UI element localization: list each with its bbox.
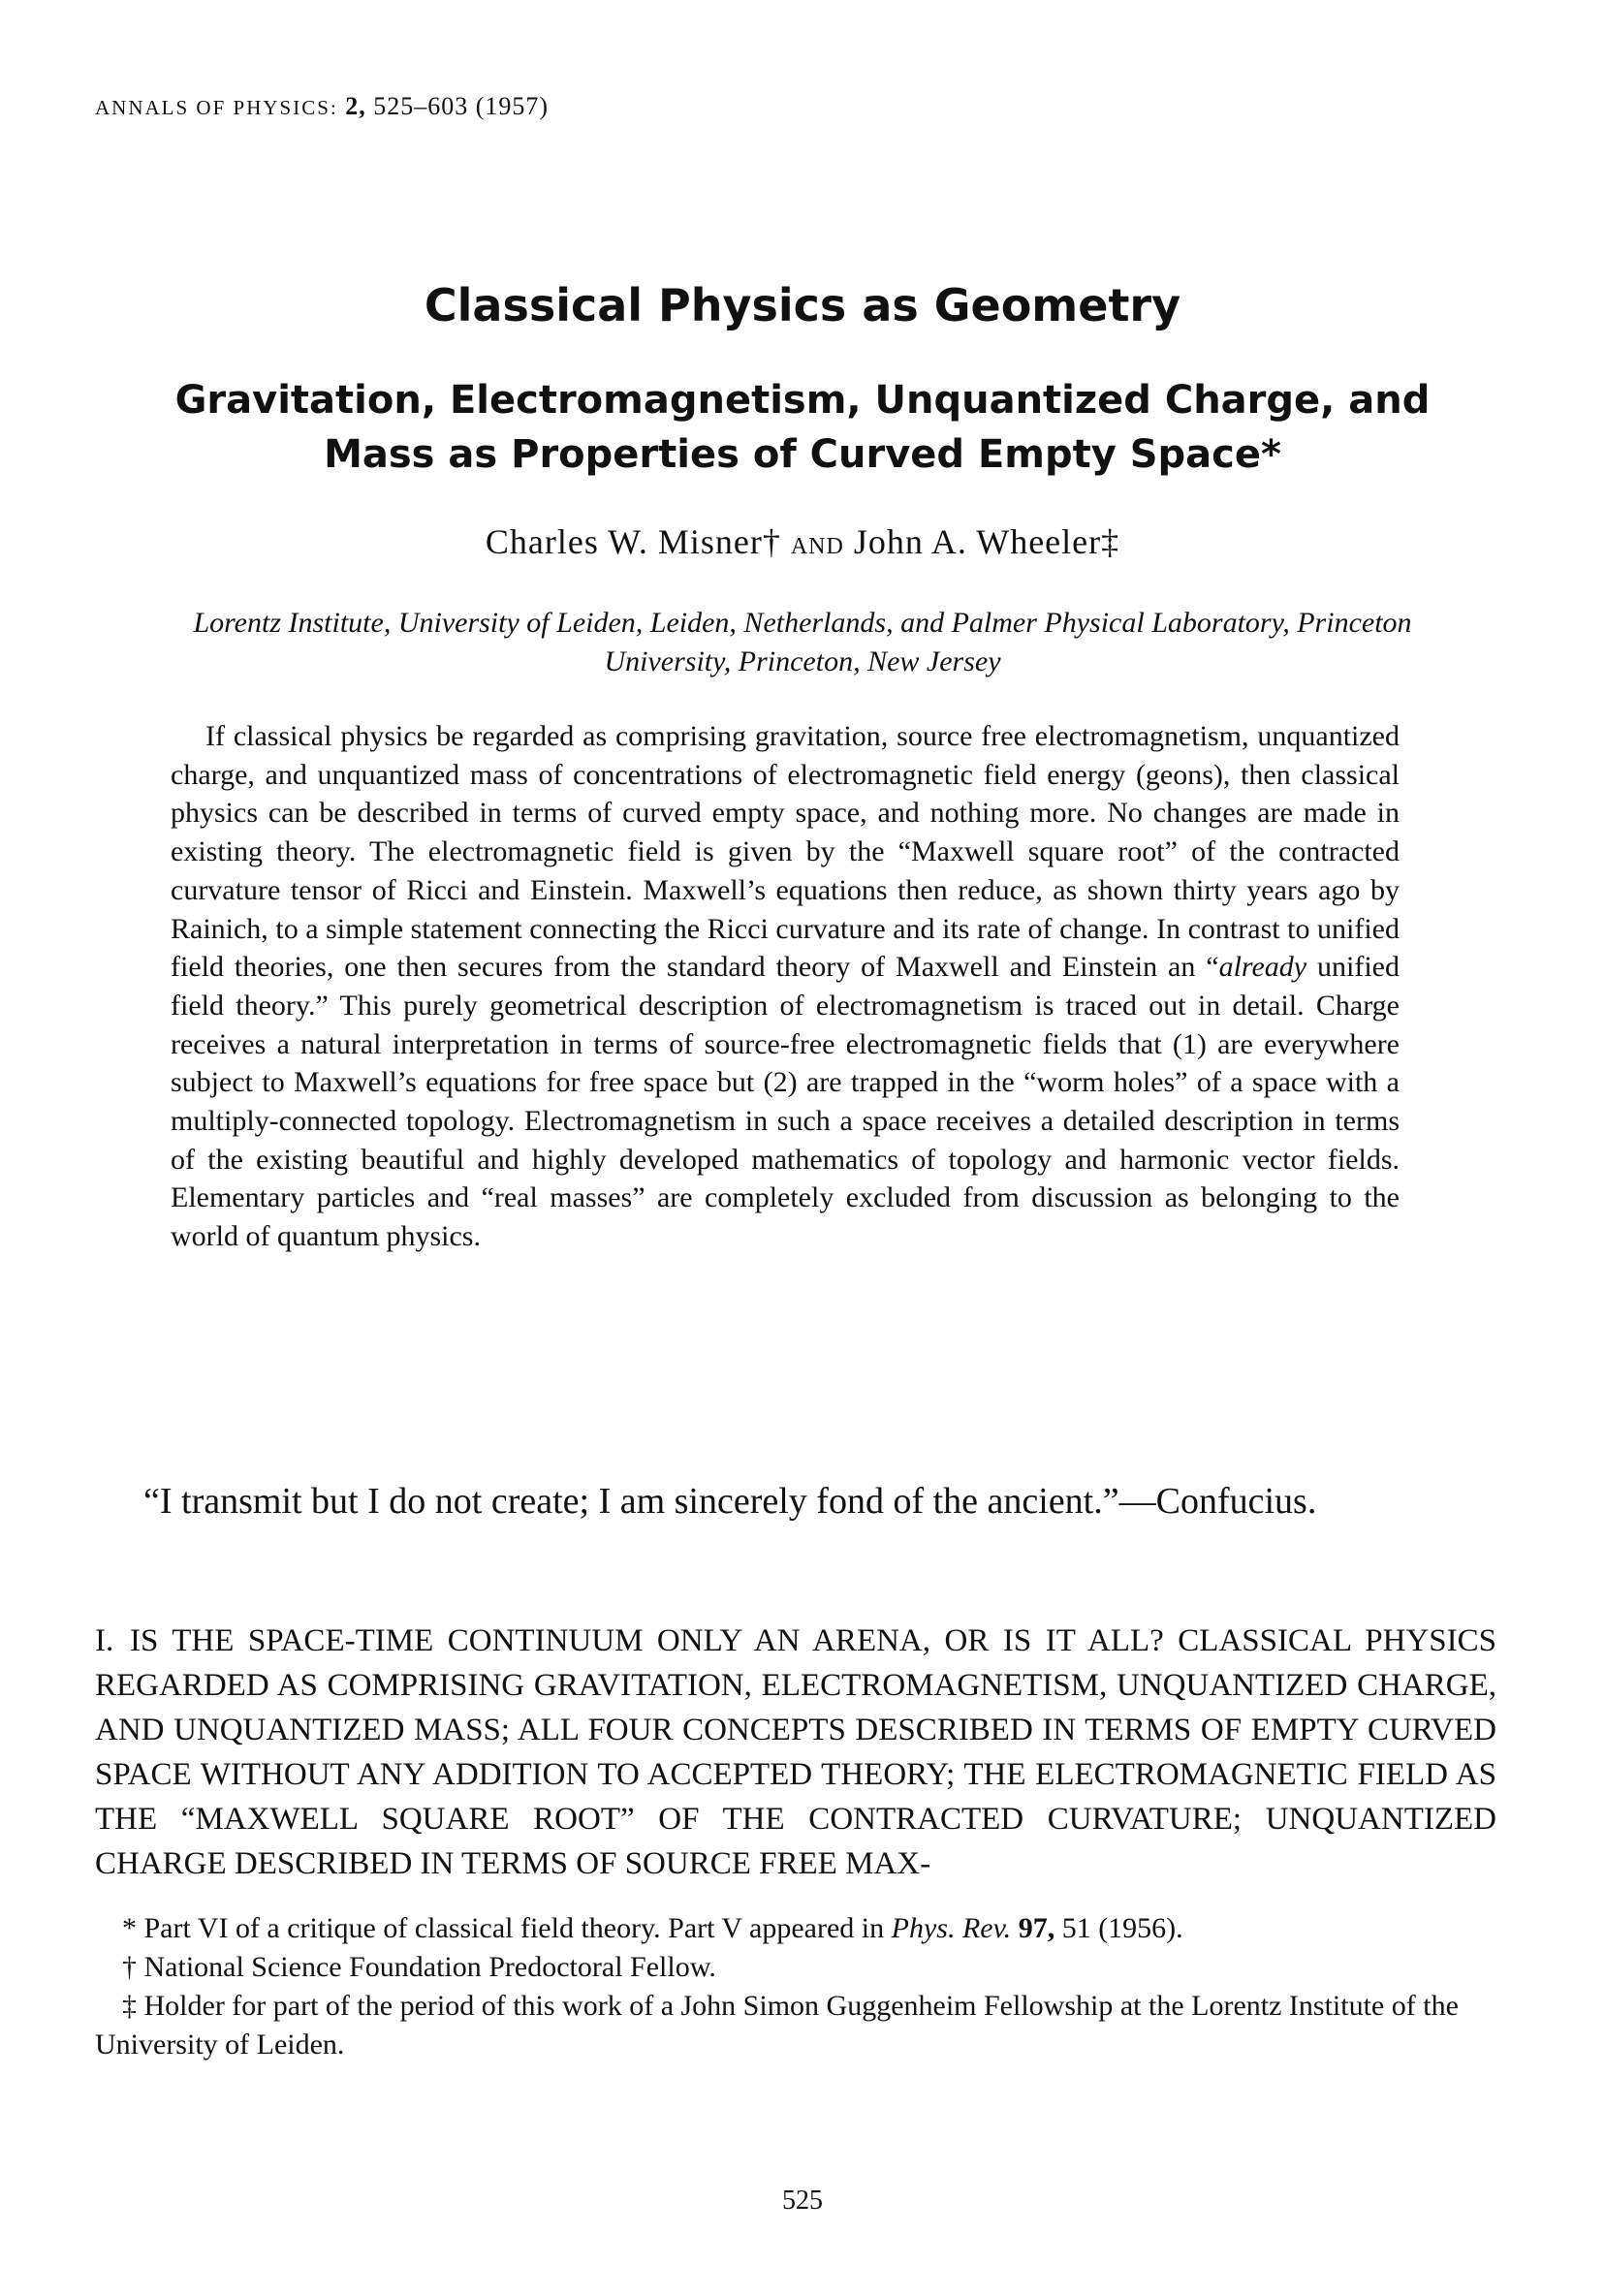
section-heading <box>95 1619 1496 1886</box>
footnote-1-volume: 97, <box>1018 1912 1055 1944</box>
journal-pages-year: 525–603 (1957) <box>373 92 550 120</box>
journal-volume: 2, <box>345 92 366 120</box>
section-number: I. <box>95 1623 114 1658</box>
author-conjunction: AND <box>790 534 844 559</box>
footnotes <box>95 1909 1496 2064</box>
footnote-1-journal: Phys. Rev. <box>891 1912 1012 1944</box>
author-line <box>0 521 1605 562</box>
journal-name: ANNALS OF PHYSICS: <box>95 96 338 119</box>
footnote-1-end: 51 (1956). <box>1054 1912 1183 1944</box>
footnote-1-text: * Part VI of a critique of classical field theory. Part V appeared in <box>122 1912 892 1944</box>
abstract <box>171 717 1400 1256</box>
footnote-1 <box>95 1909 1496 1948</box>
epigraph: “I transmit but I do not create; I am sincerely fond of the ancient.”—Confucius. <box>143 1481 1317 1522</box>
footnote-3: ‡ Holder for part of the period of this work of a John Simon Guggenheim Fellowship at the Lorentz Institute of the University of Leiden. <box>95 1990 1459 2060</box>
footnote-2: † National Science Foundation Predoctoral Fellow. <box>122 1951 716 1983</box>
abstract-text-2: unified field theory.” This purely geometrical description of electromagnetism is traced out in detail. Charge receives a natural interpretation in terms of source-free electromagnetic fields that (1) are everywhere subject to Maxwell’s equations for free space but (2) are trapped in the “worm holes” of a space with a multiply-connected topology. Electromagnetism in such a space receives a detailed description in terms of the existing beautiful and highly developed mathematics of topology and harmonic vector fields. Elementary particles and “real masses” are completely excluded from discussion as belonging to the world of quantum physics. <box>171 951 1400 1253</box>
journal-header <box>95 92 549 121</box>
paper-title: Classical Physics as Geometry <box>424 279 1181 331</box>
author-misner: Charles W. Misner† <box>485 522 781 561</box>
page-number: 525 <box>782 2186 823 2216</box>
abstract-text-1: If classical physics be regarded as comprising gravitation, source free electromagnetism, unquantized charge, and unquantized mass of concentrations of electromagnetic field energy (geons), then classical physics can be described in terms of curved empty space, and nothing more. No changes are made in existing theory. The electromagnetic field is given by the “Maxwell square root” of the contracted curvature tensor of Ricci and Einstein. Maxwell’s equations then reduce, as shown thirty years ago by Rainich, to a simple statement connecting the Ricci curvature and its rate of change. In contrast to unified field theories, one then secures from the standard theory of Maxwell and Einstein an “ <box>171 720 1400 984</box>
paper-subtitle: Gravitation, Electromagnetism, Unquantized Charge, and Mass as Properties of Curved Empty Space* <box>174 378 1431 477</box>
affiliation: Lorentz Institute, University of Leiden, Leiden, Netherlands, and Palmer Physical Laboratory, Princeton University, Princeton, New Jersey <box>193 607 1412 677</box>
section-heading-text: IS THE SPACE-TIME CONTINUUM ONLY AN ARENA, OR IS IT ALL? CLASSICAL PHYSICS REGARDED AS COMPRISING GRAVITATION, ELECTROMAGNETISM, UNQUANTIZED CHARGE, AND UNQUANTIZED MASS; ALL FOUR CONCEPTS DESCRIBED IN TERMS OF EMPTY CURVED SPACE WITHOUT ANY ADDITION TO ACCEPTED THEORY; THE ELECTROMAGNETIC FIELD AS THE “MAXWELL SQUARE ROOT” OF THE CONTRACTED CURVATURE; UNQUANTIZED CHARGE DESCRIBED IN TERMS OF SOURCE FREE MAX- <box>95 1623 1496 1881</box>
author-wheeler: John A. Wheeler‡ <box>853 522 1120 561</box>
abstract-emphasis: already <box>1218 951 1307 984</box>
